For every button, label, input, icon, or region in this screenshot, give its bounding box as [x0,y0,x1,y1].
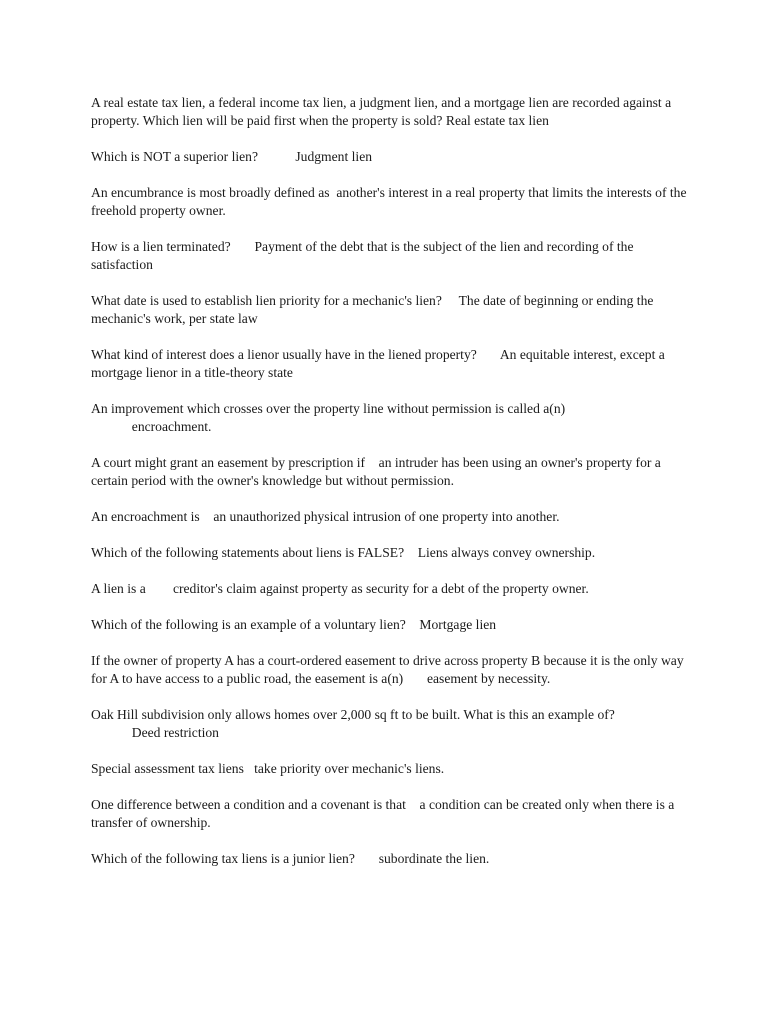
qa-item-12 [91,616,691,634]
question-text: If the owner of property A has a court-ordered easement to drive across property B because it is the only way for A to have access to a public road, the easement is a(n) [91,653,688,686]
answer-text: another's interest in a real property that limits the interests of the freehold property owner. [91,185,690,218]
answer-text: an intruder has been using an owner's property for a certain period with the owner's knowledge but without permission. [91,455,665,488]
question-text: A real estate tax lien, a federal income tax lien, a judgment lien, and a mortgage lien are recorded against a property. Which lien will be paid first when the property is sold? [91,95,675,128]
answer-text: an unauthorized physical intrusion of one property into another. [213,509,560,524]
question-text: An encroachment is [91,509,200,524]
question-text: What kind of interest does a lienor usually have in the liened property? [91,347,477,362]
answer-text: encroachment. [131,419,212,434]
question-text: Which is NOT a superior lien? [91,149,258,164]
question-text: An improvement which crosses over the property line without permission is called a(n) [91,401,566,416]
question-text: What date is used to establish lien priority for a mechanic's lien? [91,293,442,308]
question-text: A court might grant an easement by prescription if [91,455,366,470]
qa-item-5 [91,292,691,328]
question-text: Special assessment tax liens [91,761,244,776]
question-text: How is a lien terminated? [91,239,231,254]
qa-item-9 [91,508,691,526]
qa-item-16 [91,796,691,832]
question-text: Oak Hill subdivision only allows homes over 2,000 sq ft to be built. What is this an example of? [91,707,615,722]
qa-item-13 [91,652,691,688]
qa-item-11 [91,580,691,598]
answer-text: Liens always convey ownership. [417,545,596,560]
question-text: A lien is a [91,581,146,596]
answer-text: An equitable interest, except a mortgage lienor in a title-theory state [91,347,669,380]
qa-item-17 [91,850,691,868]
qa-item-15 [91,760,691,778]
answer-text: Payment of the debt that is the subject of the lien and recording of the satisfaction [91,239,637,272]
qa-item-4 [91,238,691,274]
answer-text: Real estate tax lien [445,113,549,128]
qa-item-2 [91,148,691,166]
qa-item-10 [91,544,691,562]
answer-text: easement by necessity. [426,671,551,686]
qa-item-3 [91,184,691,220]
qa-item-7 [91,400,691,436]
qa-item-8 [91,454,691,490]
qa-item-1 [91,94,691,130]
document-page [91,94,691,886]
question-text: Which of the following statements about liens is FALSE? [91,545,405,560]
qa-item-6 [91,346,691,382]
answer-text: The date of beginning or ending the mechanic's work, per state law [91,293,657,326]
answer-text: creditor's claim against property as security for a debt of the property owner. [172,581,589,596]
answer-text: Deed restriction [131,725,219,740]
answer-text: take priority over mechanic's liens. [254,761,445,776]
question-text: An encumbrance is most broadly defined as [91,185,330,200]
answer-text: Judgment lien [295,149,373,164]
answer-text: a condition can be created only when there is a transfer of ownership. [91,797,678,830]
answer-text: Mortgage lien [419,617,497,632]
question-text: Which of the following is an example of a voluntary lien? [91,617,406,632]
question-text: Which of the following tax liens is a junior lien? [91,851,355,866]
question-text: One difference between a condition and a covenant is that [91,797,406,812]
qa-item-14 [91,706,691,742]
answer-text: subordinate the lien. [378,851,490,866]
